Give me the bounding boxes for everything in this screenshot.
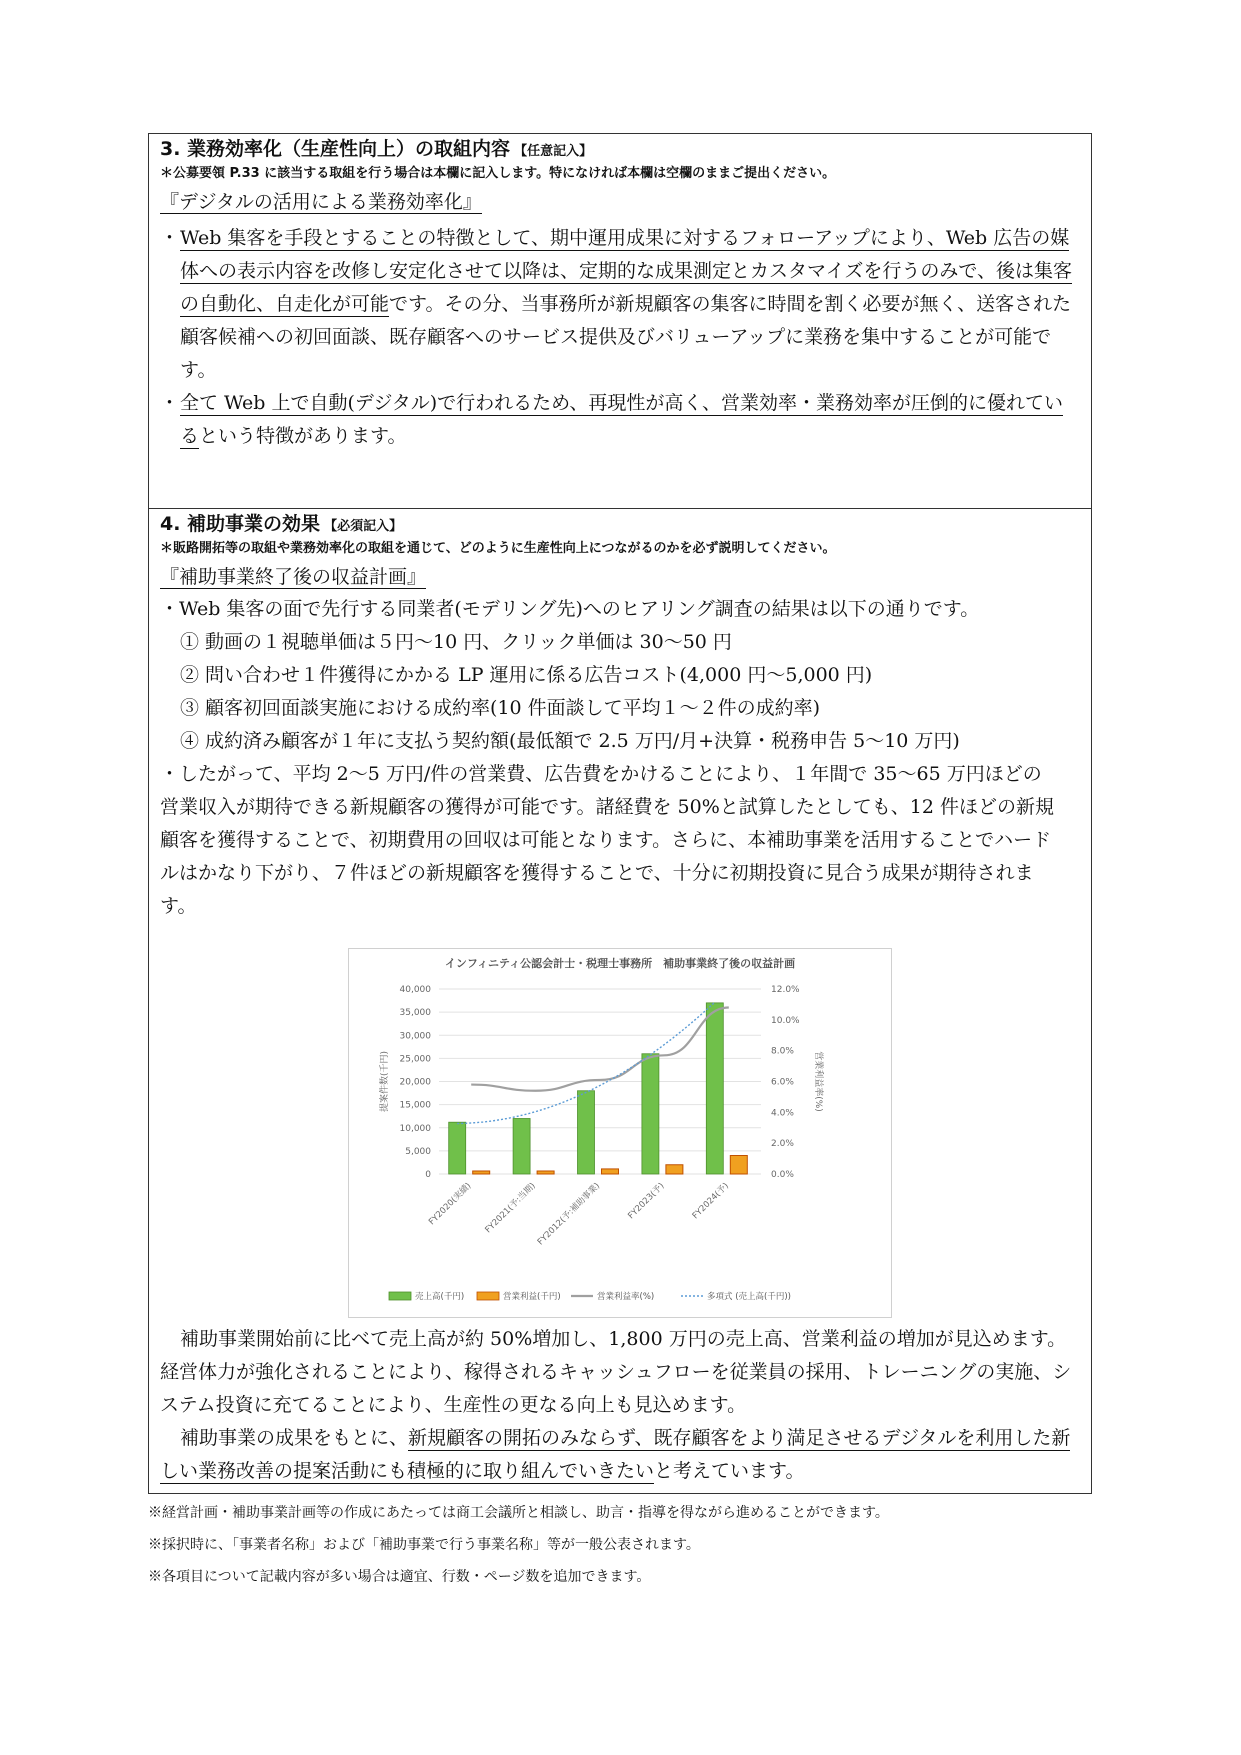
y2-tick-label: 6.0%: [771, 1077, 794, 1088]
section-4-tag: 【必須記入】: [324, 519, 403, 534]
y2-tick-label: 8.0%: [771, 1046, 794, 1057]
underlined-text: 全て Web 上で自動(デジタル)で行われるため、再現性が高く、営業効率・業務効率が圧倒的に優れている: [180, 392, 1064, 447]
section-3-tag: 【任意記入】: [514, 144, 593, 159]
section-divider: [148, 508, 1092, 509]
underlined-text: 新規顧客の開拓のみならず、既存顧客をより満足させるデジタルを利用した新しい業務改善の提案活動にも積極的に取り組んでいきたい: [160, 1427, 1071, 1482]
y-axis-title: 提案件数(千円): [380, 1050, 390, 1113]
section-3: [160, 136, 1080, 453]
underlined-text: Web 集客を手段とすることの特徴として、期中運用成果に対するフォローアップにより、Web 広告の媒体への表示内容を改修し安定化させて以降は、定期的な成果測定とカスタマイズを行うのみで、後は集客の自動化、自走化が可能: [180, 227, 1073, 315]
y2-axis-title: 営業利益率(%): [813, 1051, 823, 1112]
x-tick-label: FY2023(予): [626, 1181, 667, 1222]
x-tick-label: FY2024(予): [690, 1181, 731, 1222]
y-tick-label: 0: [425, 1170, 431, 1180]
section-4-paragraph-2: 補助事業開始前に比べて売上高が約 50%増加し、1,800 万円の売上高、営業利益の増加が見込めます。経営体力が強化されることにより、稼得されるキャッシュフローを従業員の採用、トレーニングの実施、システム投資に充てることにより、生産性の更なる向上も見込めます。: [160, 1328, 1072, 1416]
section-4-paragraph-1: ・したがって、平均 2～5 万円/件の営業費、広告費をかけることにより、１年間で 35～65 万円ほどの営業収入が期待できる新規顧客の獲得が可能です。諸経費を 50%と試算したとしても、12 件ほどの新規顧客を獲得することで、初期費用の回収は可能となります。さらに、本補助事業を活用することでハードルはかなり下がり、７件ほどの新規顧客を獲得することで、十分に初期投資に見合う成果が期待されます。: [160, 763, 1054, 917]
list-item: ② 問い合わせ１件獲得にかかる LP 運用に係る広告コスト(4,000 円～5,000 円): [180, 664, 873, 686]
section-4-intro: ・Web 集客の面で先行する同業者(モデリング先)へのヒアリング調査の結果は以下の通りです。: [160, 598, 980, 620]
bar-profit: [666, 1165, 683, 1174]
section-4-paragraph-3: 補助事業の成果をもとに、新規顧客の開拓のみならず、既存顧客をより満足させるデジタルを利用した新しい業務改善の提案活動にも積極的に取り組んでいきたいと考えています。: [160, 1427, 1071, 1482]
footnote-1: ※経営計画・補助事業計画等の作成にあたっては商工会議所と相談し、助言・指導を得ながら進めることができます。: [148, 1505, 889, 1521]
y-tick-label: 30,000: [399, 1031, 431, 1042]
legend-label-trend: 多項式 (売上高(千円)): [707, 1292, 791, 1302]
list-item: ③ 顧客初回面談実施における成約率(10 件面談して平均１～２件の成約率): [180, 697, 821, 719]
y2-tick-label: 12.0%: [771, 985, 800, 995]
line-profit-rate: [471, 1008, 729, 1091]
bar-sales: [706, 1003, 723, 1174]
section-4-title: 4. 補助事業の効果: [160, 513, 321, 535]
section-3-heading: [160, 136, 1080, 162]
y-tick-label: 25,000: [399, 1054, 431, 1065]
bar-profit: [602, 1169, 619, 1174]
section-4-heading: [160, 511, 1080, 537]
chart-svg: [349, 949, 891, 1317]
section-3-bullet-2: ・ 全て Web 上で自動(デジタル)で行われるため、再現性が高く、営業効率・業務効率が圧倒的に優れているという特徴があります。: [160, 392, 1064, 447]
y-tick-label: 15,000: [399, 1100, 431, 1111]
y-tick-label: 10,000: [399, 1123, 431, 1134]
list-item: ④ 成約済み顧客が１年に支払う契約額(最低額で 2.5 万円/月+決算・税務申告 5～10 万円): [180, 730, 960, 752]
list-item: ① 動画の１視聴単価は５円～10 円、クリック単価は 30～50 円: [180, 631, 732, 653]
bar-profit: [537, 1171, 554, 1174]
y2-tick-label: 10.0%: [771, 1015, 800, 1026]
y-tick-label: 20,000: [399, 1077, 431, 1088]
section-3-note: ＊公募要領 P.33 に該当する取組を行う場合は本欄に記入します。特になければ本欄は空欄のままご提出ください。: [160, 166, 836, 181]
section-4: [160, 511, 1080, 923]
bar-sales: [642, 1054, 659, 1174]
x-tick-label: FY2021(予:当期): [483, 1181, 538, 1236]
y-tick-label: 5,000: [405, 1146, 431, 1157]
legend-swatch-sales: [389, 1292, 411, 1300]
legend-label-rate: 営業利益率(%): [597, 1292, 655, 1302]
bar-profit: [473, 1171, 490, 1174]
legend-label-sales: 売上高(千円): [415, 1292, 465, 1302]
section-4-continued: [160, 1323, 1080, 1488]
legend-label-profit: 営業利益(千円): [503, 1292, 561, 1302]
section-3-subtitle: 『デジタルの活用による業務効率化』: [160, 191, 482, 213]
footnote-2: ※採択時に、「事業者名称」および「補助事業で行う事業名称」等が一般公表されます。: [148, 1537, 700, 1553]
x-tick-label: FY2020(実績): [427, 1181, 474, 1228]
y2-tick-label: 4.0%: [771, 1108, 794, 1119]
y2-tick-label: 0.0%: [771, 1170, 794, 1180]
section-3-bullet-1: ・ Web 集客を手段とすることの特徴として、期中運用成果に対するフォローアップにより、Web 広告の媒体への表示内容を改修し安定化させて以降は、定期的な成果測定とカスタマイズを行うのみで、後は集客の自動化、自走化が可能です。その分、当事務所が新規顧客の集客に時間を割く必要が無く、送客された顧客候補への初回面談、既存顧客へのサービス提供及びバリューアップに業務を集中することが可能です。: [160, 227, 1073, 381]
bar-sales: [578, 1091, 595, 1174]
revenue-plan-chart: [348, 948, 892, 1318]
section-3-title: 3. 業務効率化（生産性向上）の取組内容: [160, 138, 511, 160]
legend-swatch-profit: [477, 1292, 499, 1300]
bar-sales: [449, 1122, 466, 1174]
bar-profit: [730, 1156, 747, 1175]
bar-sales: [513, 1119, 530, 1175]
section-4-note: ＊販路開拓等の取組や業務効率化の取組を通じて、どのように生産性向上につながるのかを必ず説明してください。: [160, 541, 836, 556]
y2-tick-label: 2.0%: [771, 1139, 794, 1150]
section-4-subtitle: 『補助事業終了後の収益計画』: [160, 566, 427, 588]
y-tick-label: 35,000: [399, 1008, 431, 1019]
chart-title: インフィニティ公認会計士・税理士事務所 補助事業終了後の収益計画: [444, 957, 796, 970]
x-tick-label: FY2012(予:補助事業): [535, 1181, 603, 1248]
y-tick-label: 40,000: [399, 985, 431, 995]
footnote-3: ※各項目について記載内容が多い場合は適宜、行数・ページ数を追加できます。: [148, 1569, 651, 1585]
